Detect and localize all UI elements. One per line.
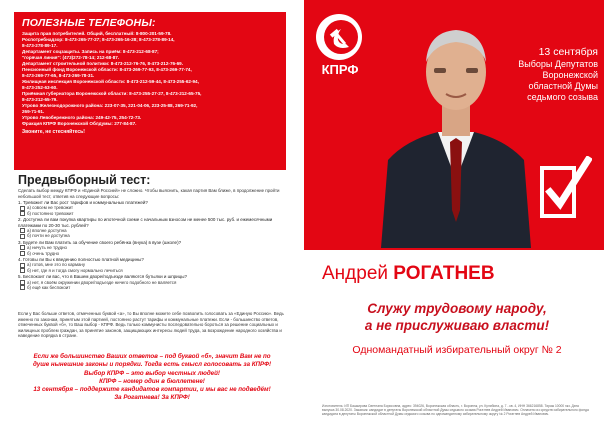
slogan-line: а не прислуживаю власти! xyxy=(364,318,550,333)
imprint-footer: Изготовитель: ИП Башкирова Светлана Борисовна, адрес: 394026, Воронежская область, г. Воронеж, ул. Кулибина, д. 7 - кв. 4, ИНН 366216858. Тираж 10000 экз. Дата выпуска 30.08.2020. Заказчик: кандидат в депутаты Воронежской областной Думы седьмого созыва Рогатнев Андрей Иванович. Оплачено из средств избирательного фонда кандидата в депутаты Воронежской областной Думы седьмого созыва по одномандатному избирательному округу № 2 Рогатнев Андрей Иванович. xyxy=(322,404,589,417)
quiz-question xyxy=(18,217,286,239)
appeal-line: Выбор КПРФ – это выбор честных людей! xyxy=(84,369,220,377)
option-label: а) вполне доступна xyxy=(27,228,67,234)
candidate-last-name: РОГАТНЕВ xyxy=(393,263,495,284)
candidate-first-name: Андрей xyxy=(322,263,388,284)
election-subtitle: областной Думы xyxy=(528,81,598,91)
option-label: а) нет, я своём окружении дворе/подъезде ничего подобного не валяется xyxy=(27,279,177,285)
checkbox[interactable] xyxy=(20,228,25,233)
phone-line: 8-473-278-89-17. xyxy=(22,43,58,48)
logo-emblem xyxy=(316,14,362,60)
checkbox[interactable] xyxy=(20,285,25,290)
left-page xyxy=(0,0,300,429)
election-date: 13 сентября xyxy=(538,46,598,58)
call-note: Звоните, не стесняйтесь! xyxy=(22,129,85,135)
phones-title: ПОЛЕЗНЫЕ ТЕЛЕФОНЫ: xyxy=(22,17,156,29)
kprf-logo xyxy=(314,14,366,84)
option-label: б) почти не доступна xyxy=(27,233,70,239)
election-subtitle: седьмого созыва xyxy=(527,92,598,102)
appeal-line: душе нынешние законы и порядки. Тогда есть смысл голосовать за КПРФ! xyxy=(32,361,272,369)
option-label: а) готов, мне это по карману xyxy=(27,262,86,268)
quiz-intro: Сделать выбор между КПРФ и «Единой Россией» не сложно. Чтобы выяснить, какая партия Вам ближе, в продолжение пройти небольшой тест, ответив на следующие вопросы: xyxy=(18,188,280,199)
phone-line: Защита прав потребителей. Общий, бесплатный: 8-800-201-59-78. xyxy=(22,31,172,36)
appeal-line: Если же большинство Ваших ответов – под буквой «б», значит Вам не по xyxy=(33,353,271,360)
answer-option-b[interactable] xyxy=(18,268,286,273)
election-subtitle: Выборы Депутатов xyxy=(518,59,598,69)
phone-line: Фракция КПРФ Воронежской Облдумы: 277-84-87. xyxy=(22,121,137,126)
election-date-block xyxy=(480,46,598,103)
district: Одномандатный избирательный округ № 2 xyxy=(352,344,562,356)
phone-line: Роспотребнадзор: 8-473-265-77-27; 8-473-265-16-28; 8-473-278-89-14, xyxy=(22,37,175,42)
appeal-line: 13 сентября – поддержите кандидатов компартии, и мы вас не подведём! xyxy=(33,386,271,394)
slogan-line: Служу трудовому народу, xyxy=(367,301,547,316)
appeal-line: КПРФ – номер один в бюллетене! xyxy=(99,377,205,385)
phone-line: 269-71-91. xyxy=(22,109,45,114)
option-label: б) очень трудно xyxy=(27,250,60,256)
phone-line: Утрово Левобережного района: 249-42-75, 254-72-73. xyxy=(22,115,142,120)
phone-line: Приёмная губернатора Воронежской области: 8-473-255-27-27, 8-473-212-65-75, xyxy=(22,91,202,96)
answer-option-b[interactable] xyxy=(18,211,286,216)
quiz-question xyxy=(18,200,286,216)
phone-line: Утрово Железнодорожного района: 223-07-35, 221-04-06, 223-25-88, 269-71-92, xyxy=(22,103,198,108)
option-label: б) постоянно тревожит xyxy=(27,210,74,216)
phone-line: "горячая линия": (473)272-78-14; 212-68-87. xyxy=(22,55,120,60)
question-text: 4. Готовы ли Вы к введению полностью платной медицины? xyxy=(18,257,144,263)
right-page xyxy=(304,0,604,429)
answer-option-b[interactable] xyxy=(18,233,286,238)
logo-text: КПРФ xyxy=(321,62,359,77)
phone-line: Пенсионный фонд Воронежской области: 8-473-269-77-93, 8-473-269-77-74, xyxy=(22,67,192,72)
checkbox[interactable] xyxy=(20,211,25,216)
question-text: 5. Беспокоит ли вас, что в Вашем дворе/подъезде валяются бутылки и шприцы? xyxy=(18,274,187,280)
answer-option-b[interactable] xyxy=(18,251,286,256)
checkbox[interactable] xyxy=(20,263,25,268)
quiz-question xyxy=(18,257,286,273)
quiz-result-text: Если у Вас больше ответов, отмеченных буквой «а», то Вы вполне можете себе позволить голосовать за «Единую Россию». Ведь именно по законам, принятым этой партией, постоянно растут тарифы и коммунальные платежи. Если - большинство ответов, отмеченных буквой «б», то Ваш выбор - КПРФ. Ведь только коммунисты последовательно бороться за решение социальных и жилищных проблем граждан, за принятие законов, защищающих интересы людей труда, за возрождение народного хозяйства и наведение порядка в стране. xyxy=(18,311,284,339)
checkbox[interactable] xyxy=(20,206,25,211)
hammer-sickle-icon xyxy=(324,20,358,54)
option-label: а) совсем не тревожит xyxy=(27,205,74,211)
phone-line: Жилищная инспекция Воронежской области: 8-473-212-59-44, 8-473-255-62-94, xyxy=(22,79,199,84)
question-text: 1. Тревожит ли Вас рост тарифов и коммунальных платежей? xyxy=(18,200,148,205)
checkbox[interactable] xyxy=(20,251,25,256)
checkbox[interactable] xyxy=(20,280,25,285)
phone-line: 8-473-252-63-60. xyxy=(22,85,58,90)
quiz-question xyxy=(18,240,286,256)
quiz-questions xyxy=(18,200,286,292)
logo-inner-circle xyxy=(324,20,358,54)
phone-line: 8-473-269-77-65, 8-473-269-78-31. xyxy=(22,73,95,78)
candidate-name xyxy=(322,263,495,285)
slogan xyxy=(322,300,592,334)
phone-line: Департамент строительной политики: 8-473-212-76-76, 8-473-212-76-69. xyxy=(22,61,183,66)
question-text: 2. Доступна ли вам покупка квартиры по ипотечной схеме с начальным взносом не менее 500 тыс. руб. и ежемесячными платежами по 20-30 тыс. рублей? xyxy=(18,217,273,228)
quiz-question xyxy=(18,274,286,290)
appeal-block xyxy=(12,353,292,403)
option-label: а) ничуть не трудно xyxy=(27,245,67,251)
checkbox[interactable] xyxy=(20,245,25,250)
answer-option-b[interactable] xyxy=(18,285,286,290)
election-subtitle: Воронежской xyxy=(542,70,598,80)
option-label: б) ещё как беспокоит xyxy=(27,285,71,291)
ballot-tick-icon xyxy=(540,156,592,220)
checkbox[interactable] xyxy=(20,268,25,273)
option-label: б) нет, где я и тогда смогу нормально лечиться xyxy=(27,267,123,273)
useful-phones-box xyxy=(14,12,286,170)
quiz-title: Предвыборный тест: xyxy=(18,173,151,187)
question-text: 3. Будете ли Вам платить за обучение своего ребёнка (внука) в вузе (школе)? xyxy=(18,239,182,245)
phone-line: Департамент соцзащиты. Запись на приём: 8-473-212-68-87; xyxy=(22,49,159,54)
phone-line: 8-473-212-65-79. xyxy=(22,97,58,102)
checkbox[interactable] xyxy=(20,234,25,239)
appeal-line: За Рогатнева! За КПРФ! xyxy=(114,394,190,402)
